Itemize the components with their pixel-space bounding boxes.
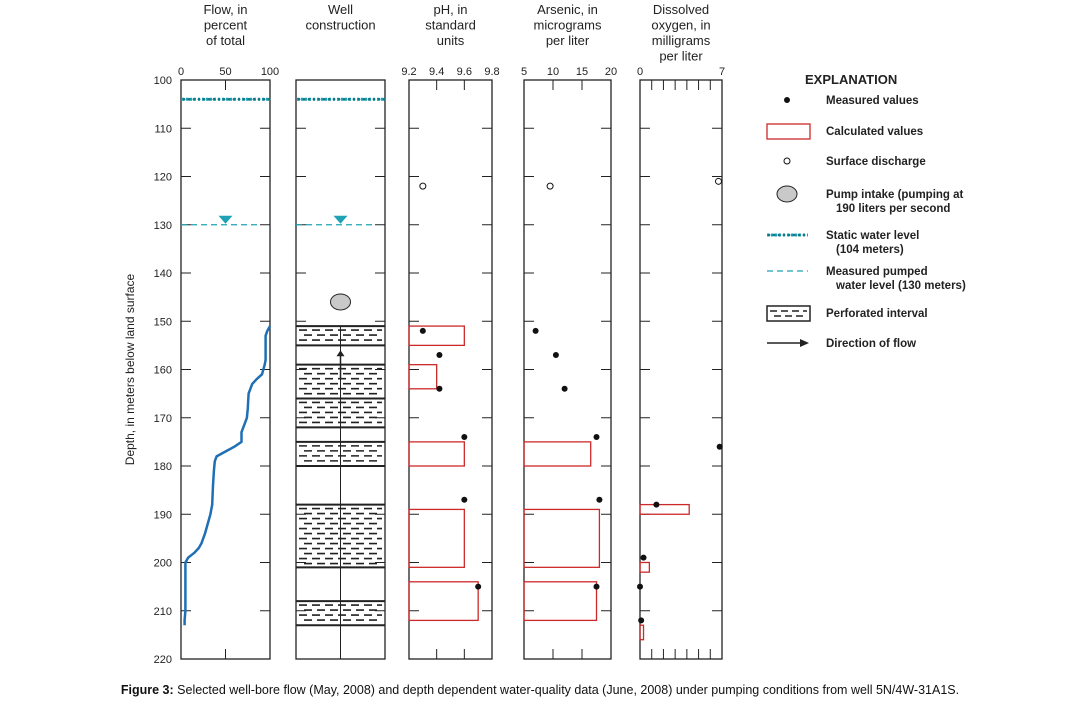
caption-label: Figure 3: xyxy=(120,683,174,697)
flow-static-level-dot xyxy=(188,98,191,101)
y-tick-label: 190 xyxy=(153,509,172,522)
measured-value-oxygen xyxy=(638,617,644,623)
legend-symbol-static-level-dot xyxy=(783,234,786,237)
flow-static-level-dot xyxy=(223,98,226,101)
legend-label: Measured pumped xyxy=(826,266,928,278)
measured-value-arsenic xyxy=(594,584,600,590)
y-tick-label: 100 xyxy=(153,75,172,87)
measured-value-oxygen xyxy=(637,584,643,590)
flow-static-level-dot xyxy=(183,98,186,101)
x-tick-label-oxygen: 7 xyxy=(718,66,726,78)
legend-label: Surface discharge xyxy=(826,156,926,168)
well-static-level-dot xyxy=(363,98,366,101)
x-tick-label-arsenic: 15 xyxy=(575,66,589,78)
y-axis-label: Depth, in meters below land surface xyxy=(123,273,137,466)
well-static-level-dot xyxy=(378,98,381,101)
legend-label: 190 liters per second xyxy=(836,203,951,215)
legend-symbol-static-level-dot xyxy=(798,234,801,237)
flow-static-level-dot xyxy=(193,98,196,101)
x-tick-label-ph: 9.6 xyxy=(456,66,472,78)
legend-symbol-static-level-dot xyxy=(773,234,776,237)
legend-symbol-surface-discharge xyxy=(784,158,790,164)
well-static-level-dot xyxy=(383,98,386,101)
x-tick-label-flow: 0 xyxy=(177,66,185,78)
measured-value-ph xyxy=(420,328,426,334)
panel-title-oxygen: Dissolved xyxy=(652,2,710,17)
panel-title-oxygen: per liter xyxy=(659,48,703,64)
well-static-level-dot xyxy=(353,98,356,101)
y-tick-label: 170 xyxy=(153,412,172,425)
legend-label: Measured values xyxy=(826,95,919,107)
panel-title-flow: of total xyxy=(205,33,246,48)
figure-caption xyxy=(0,683,1080,697)
calculated-value-arsenic xyxy=(524,442,591,466)
well-static-level-dot xyxy=(348,98,351,101)
calculated-value-oxygen xyxy=(640,563,649,573)
flow-static-level-dot xyxy=(228,98,231,101)
flow-series-line xyxy=(185,326,270,625)
y-tick-label: 140 xyxy=(153,268,172,280)
flow-static-level-dot xyxy=(213,98,216,101)
flow-static-level-dot xyxy=(253,98,256,101)
legend-symbol-calculated xyxy=(767,124,810,139)
flow-static-level-dot xyxy=(243,98,246,101)
legend-label: Static water level xyxy=(826,230,920,242)
measured-value-arsenic xyxy=(594,434,600,440)
panel-title-well: Well xyxy=(327,2,354,17)
flow-static-level-dot xyxy=(208,98,211,101)
calculated-value-ph xyxy=(409,582,478,621)
legend-symbol-measured xyxy=(784,97,790,103)
panel-frame-arsenic xyxy=(524,80,611,659)
surface-discharge-oxygen xyxy=(715,178,721,184)
x-tick-label-arsenic: 20 xyxy=(604,66,618,78)
legend-symbol-perforated xyxy=(767,306,810,321)
panel-title-arsenic: Arsenic, in xyxy=(537,2,598,17)
measured-value-arsenic xyxy=(596,497,602,503)
surface-discharge-arsenic xyxy=(547,183,553,189)
y-tick-label: 110 xyxy=(154,123,172,136)
panel-frame-flow xyxy=(181,80,270,659)
panel-title-oxygen: milligrams xyxy=(651,33,711,48)
y-tick-label: 220 xyxy=(153,654,172,666)
well-static-level-dot xyxy=(373,98,376,101)
legend-label: Direction of flow xyxy=(826,338,917,350)
x-tick-label-oxygen: 0 xyxy=(636,66,644,78)
calculated-value-ph xyxy=(409,326,464,345)
measured-value-ph xyxy=(475,584,481,590)
pump-intake-marker xyxy=(331,294,351,310)
x-tick-label-ph: 9.8 xyxy=(484,66,500,78)
measured-value-oxygen xyxy=(641,555,647,561)
measured-value-ph xyxy=(461,497,467,503)
measured-value-oxygen xyxy=(653,502,659,508)
calculated-value-arsenic xyxy=(524,582,597,621)
calculated-value-oxygen xyxy=(640,505,689,515)
legend-label: (104 meters) xyxy=(836,244,904,256)
panel-title-well: construction xyxy=(305,17,376,33)
legend-symbol-static-level-dot xyxy=(768,234,771,237)
panel-title-oxygen: oxygen, in xyxy=(651,17,711,33)
well-static-level-dot xyxy=(308,98,311,101)
flow-static-level-dot xyxy=(203,98,206,101)
calculated-value-oxygen xyxy=(640,625,644,639)
y-tick-label: 200 xyxy=(153,557,172,570)
well-pumped-level-marker xyxy=(334,216,348,224)
panel-frame-ph xyxy=(409,80,492,659)
x-tick-label-ph: 9.4 xyxy=(429,66,445,78)
well-static-level-dot xyxy=(303,98,306,101)
well-static-level-dot xyxy=(338,98,341,101)
measured-value-ph xyxy=(461,434,467,440)
legend-label: Calculated values xyxy=(826,126,924,138)
legend-symbol-static-level-dot xyxy=(803,234,806,237)
y-tick-label: 210 xyxy=(153,605,172,618)
legend-symbol-static-level-dot xyxy=(778,234,781,237)
caption-text: Selected well-bore flow (May, 2008) and depth dependent water-quality data (June, 2008) under pumping conditions from well 5N/4W-31A1S. xyxy=(173,683,960,697)
flow-pumped-level-marker xyxy=(219,216,233,224)
measured-value-ph xyxy=(436,352,442,358)
calculated-value-arsenic xyxy=(524,509,599,567)
well-static-level-dot xyxy=(323,98,326,101)
flow-static-level-dot xyxy=(268,98,271,101)
panel-title-ph: units xyxy=(436,33,465,48)
y-tick-label: 160 xyxy=(153,364,172,377)
well-static-level-dot xyxy=(343,98,346,101)
legend-title: EXPLANATION xyxy=(805,72,898,87)
y-tick-label: 150 xyxy=(153,316,172,329)
panel-title-arsenic: micrograms xyxy=(533,17,602,33)
flow-static-level-dot xyxy=(218,98,221,101)
flow-direction-arrow-head xyxy=(337,350,345,356)
legend-symbol-static-level-dot xyxy=(793,234,796,237)
panel-title-ph: pH, in xyxy=(433,2,468,17)
measured-value-ph xyxy=(436,386,442,392)
measured-value-arsenic xyxy=(562,386,568,392)
flow-static-level-dot xyxy=(233,98,236,101)
well-static-level-dot xyxy=(318,98,321,101)
x-tick-label-arsenic: 5 xyxy=(520,66,528,78)
legend-label: Pump intake (pumping at xyxy=(826,189,964,201)
calculated-value-ph xyxy=(409,509,464,567)
measured-value-oxygen xyxy=(717,444,723,450)
flow-static-level-dot xyxy=(198,98,201,101)
flow-static-level-dot xyxy=(248,98,251,101)
legend-symbol-static-level-dot xyxy=(788,234,791,237)
panel-frame-oxygen xyxy=(640,80,722,659)
legend-label: water level (130 meters) xyxy=(836,280,966,292)
panel-title-arsenic: per liter xyxy=(545,33,590,48)
panel-title-flow: Flow, in xyxy=(203,2,248,17)
well-static-level-dot xyxy=(333,98,336,101)
panel-title-ph: standard xyxy=(425,17,476,33)
measured-value-arsenic xyxy=(533,328,539,334)
well-static-level-dot xyxy=(368,98,371,101)
y-tick-label: 120 xyxy=(153,171,172,184)
flow-static-level-dot xyxy=(258,98,261,101)
measured-value-arsenic xyxy=(553,352,559,358)
legend-symbol-arrow-head xyxy=(800,339,809,347)
well-static-level-dot xyxy=(328,98,331,101)
legend-label: Perforated interval xyxy=(826,308,928,320)
surface-discharge-ph xyxy=(420,183,426,189)
y-tick-label: 130 xyxy=(153,219,172,232)
x-tick-label-arsenic: 10 xyxy=(546,66,560,78)
x-tick-label-flow: 50 xyxy=(219,66,232,78)
calculated-value-ph xyxy=(409,442,464,466)
calculated-value-ph xyxy=(409,365,437,389)
legend-symbol-pump-intake xyxy=(777,186,797,202)
panel-title-flow: percent xyxy=(203,17,248,33)
x-tick-label-flow: 100 xyxy=(260,66,280,78)
flow-static-level-dot xyxy=(263,98,266,101)
x-tick-label-ph: 9.2 xyxy=(401,66,417,78)
well-static-level-dot xyxy=(298,98,301,101)
well-static-level-dot xyxy=(358,98,361,101)
flow-static-level-dot xyxy=(238,98,241,101)
y-tick-label: 180 xyxy=(153,461,172,473)
well-static-level-dot xyxy=(313,98,316,101)
